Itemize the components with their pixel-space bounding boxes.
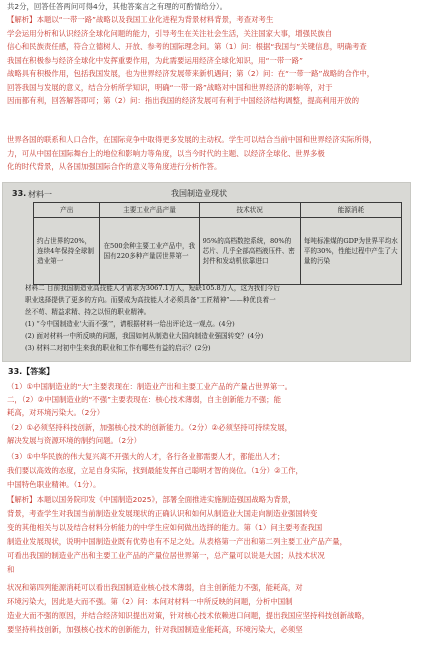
analysis-line: 【解析】本题以国务院印发《中国制造2025》，部署全面推进实施制造强国战略为背景， [7, 495, 296, 504]
question-line: (1) “今中国制造业‘大而不强’”，请根据材料一给出评论这一观点。(4分) [25, 320, 235, 328]
material-photo [2, 182, 411, 362]
table-header: 主要工业产品产量 [100, 203, 199, 218]
text-line: 我国在积极参与经济全球化中发挥重要作用，为此需要运用经济全球化知识，用“一带一路” [7, 55, 303, 65]
material-text-line: 材料二 目前我国制造业高技能人才需求为3067.1万人，短缺105.8万人，这为我们今后 [25, 284, 281, 292]
text-line: 战略具有积极作用，包括我国发展，也为世界经济发展带来新机遇问；第（2）问：在“一带一路”战略的合作中， [7, 69, 375, 78]
table-cell: 95%的高档数控系统，80%的芯片、几乎全部高档液压件、密封件和发动机依靠进口 [199, 218, 300, 285]
question-line: (3) 材料二对初中生来我的职业和工作有哪些有益的启示？(2分) [25, 344, 211, 352]
analysis-line: 和 [7, 565, 15, 574]
text-line: 世界各国的联系和人口合作，在国际竞争中取得更多发展的主动权。学生可以结合当前中国和世界经济实际所得， [7, 135, 377, 144]
table-title: 我国制造业现状 [171, 189, 227, 198]
text-line: 力，可从中国在国际舞台上的地位和影响力等角度，以当今时代的主题、以经济全球化、世界多极 [7, 148, 325, 158]
material-label: 材料一 [28, 190, 52, 199]
analysis-line: 造业大而不强的原因，并结合经济知识提出对策，针对核心技术依赖进口问题，提出我国应坚持科技创新战略， [7, 611, 370, 620]
text-line: 因而都有利，回答解答即可；第（2）问：指出我国的经济发展可有利于中国经济结构调整，提高利用开放的 [7, 96, 360, 105]
text-line: 共2分，回答任答两问可得4分，其他答案言之有理的可酌情给分）。 [7, 2, 228, 11]
material-text-line: 职业选择提供了更多的方向。而要成为高技能人才必须具备“工匠精神”——种优良着一 [25, 296, 276, 304]
analysis-line: 变的其他相关与以及结合材料分析能力的中学生应如何做出选择的能力。第（1）问主要考查我国 [7, 523, 323, 532]
text-line: 【解析】本题以“一带一路”战略以及我国工业化进程为背景材料背景，考查对考生 [7, 15, 274, 24]
table-header: 能源消耗 [300, 203, 401, 218]
manufacturing-table [33, 202, 402, 285]
answer-line: 耗高，对环境污染大。（2分） [7, 408, 105, 417]
answer-line: 我们要以高效的态度，立足自身实际，找到最能发挥自己聪明才智的岗位。（1分）②工作， [7, 466, 303, 475]
table-header-row [34, 203, 402, 218]
answer-line: 二，（2）②中国制造业的“不强”主要表现在：核心技术薄弱，自主创新能力不强；能 [7, 395, 281, 404]
text-line: 学会运用分析和认识经济全球化问题的能力，引导考生在关注社会生活，关注国家大事，增强民族自 [7, 28, 333, 38]
table-header: 产出 [34, 203, 100, 218]
answer-line: 中国特色职业精神。（1分）。 [7, 480, 101, 489]
table-header: 技术状况 [199, 203, 300, 218]
table-row [34, 218, 402, 285]
text-line: 回答我国与发展的意义，结合分析所学知识，明确“一带一路”战略对中国和世界经济的影响等，对于 [7, 82, 333, 92]
question-number: 33. [12, 189, 27, 198]
table-cell: 在500余种主要工业产品中，我国有220多种产量居世界第一 [100, 218, 199, 285]
table-cell: 约占世界的20%，连续4年保持全球制造业第一 [34, 218, 100, 285]
answer-line: （1）①中国制造业的“大”主要表现在：制造业产出和主要工业产品的产量占世界第一。 [7, 382, 293, 391]
material-text-line: 丝不苟、精益求精、持之以恒的职业精神。 [25, 308, 151, 316]
analysis-line: 要坚持科技创新，加强核心技术的创新能力，针对我国制造业能耗高，环境污染大，必须坚 [7, 625, 303, 634]
answer-line: （2）①必须坚持科技创新，加强核心技术的创新能力。（2分）②必须坚持可持续发展， [7, 423, 293, 432]
analysis-line: 制造业发展现状，说明中国制造业既有优势也有不足之处。从表格第一产出和第二列主要工业产品产量， [7, 537, 347, 546]
table-cell: 每吨标准煤的GDP为世界平均水平的30%，性能过程中产生了大量的污染 [300, 218, 401, 285]
answer-line: 解决发展与资源环境的制约问题。（2分） [7, 436, 142, 445]
analysis-line: 背景，考查学生对我国当前制造业发展现状的正确认识和如何从制造业大国走向制造业强国转变 [7, 509, 318, 518]
analysis-line: 可看出我国的制造业产出和主要工业产品的产量位居世界第一，总产量可以说是大国；从技术状况 [7, 551, 325, 560]
text-line: 信心和民族责任感，符合立德树人、开放、参考的国际理念问。第（1）问：根据“我国与”关键信息，明确考查 [7, 42, 367, 51]
answer-title: 33.【答案】 [8, 367, 55, 376]
text-line: 化的时代背景，从各国加强国际合作的意义等角度进行分析作答。 [7, 162, 222, 171]
analysis-line: 状况和第四列能源消耗可以看出我国制造业核心技术薄弱，自主创新能力不强，能耗高，对 [7, 583, 303, 592]
question-line: (2) 面对材料一中所反映的问题，我国如何从制造业大国向制造业强国转变？(4分) [25, 332, 264, 340]
answer-line: （3）①中华民族的伟大复兴离不开强大的人才，各行各业都需要人才，都能出人才； [7, 452, 285, 461]
analysis-line: 环境污染大，因此是大而不强。第（2）问：本问对材料一中所反映的问题，分析中国制 [7, 597, 293, 606]
